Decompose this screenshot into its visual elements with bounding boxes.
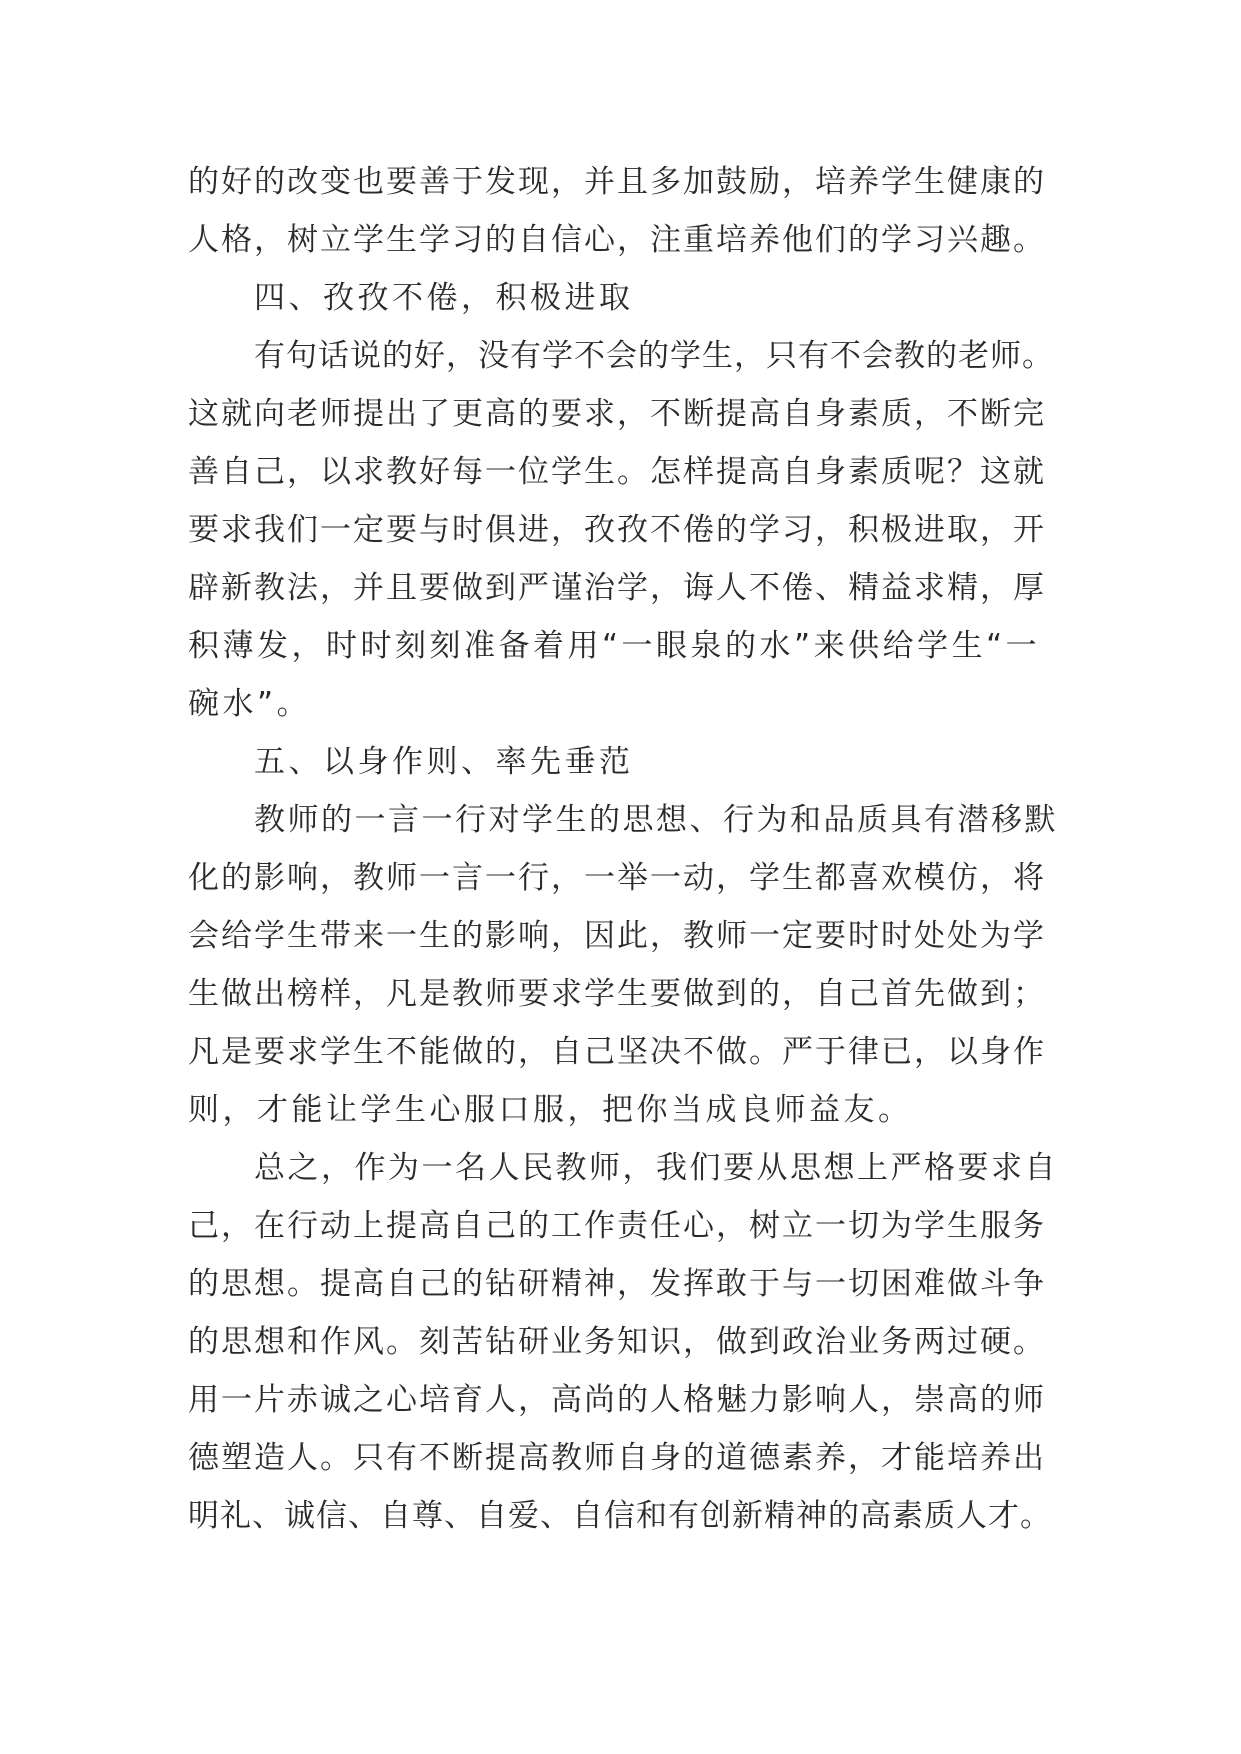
text-line: 的思想。提高自己的钻研精神，发挥敢于与一切困难做斗争	[188, 1266, 1046, 1302]
text-line: 用一片赤诚之心培育人，高尚的人格魅力影响人，崇高的师	[188, 1382, 1046, 1418]
text-line: 这就向老师提出了更高的要求，不断提高自身素质，不断完	[188, 396, 1046, 432]
paragraph-first-line: 教师的一言一行对学生的思想、行为和品质具有潜移默	[254, 802, 1058, 838]
text-line: 则，才能让学生心服口服，把你当成良师益友。	[188, 1092, 913, 1128]
text-line: 德塑造人。只有不断提高教师自身的道德素养，才能培养出	[188, 1440, 1046, 1476]
text-line: 要求我们一定要与时俱进，孜孜不倦的学习，积极进取，开	[188, 512, 1046, 548]
paragraph-first-line: 总之，作为一名人民教师，我们要从思想上严格要求自	[254, 1150, 1058, 1186]
text-line: 化的影响，教师一言一行，一举一动，学生都喜欢模仿，将	[188, 860, 1046, 896]
text-line: 己，在行动上提高自己的工作责任心，树立一切为学生服务	[188, 1208, 1046, 1244]
paragraph-first-line: 有句话说的好，没有学不会的学生，只有不会教的老师。	[254, 338, 1054, 374]
text-line: 生做出榜样，凡是教师要求学生要做到的，自己首先做到；	[188, 976, 1046, 1012]
text-line: 碗水”。	[188, 686, 312, 722]
section-heading: 五、以身作则、率先垂范	[254, 744, 634, 780]
text-line: 人格，树立学生学习的自信心，注重培养他们的学习兴趣。	[188, 222, 1046, 258]
text-line: 的好的改变也要善于发现，并且多加鼓励，培养学生健康的	[188, 164, 1046, 200]
document-body	[188, 153, 1058, 1545]
text-line: 凡是要求学生不能做的，自己坚决不做。严于律已，以身作	[188, 1034, 1046, 1070]
text-line: 明礼、诚信、自尊、自爱、自信和有创新精神的高素质人才。	[188, 1498, 1052, 1534]
text-line: 的思想和作风。刻苦钻研业务知识，做到政治业务两过硬。	[188, 1324, 1046, 1360]
section-heading: 四、孜孜不倦，积极进取	[254, 280, 634, 316]
text-line: 善自己，以求教好每一位学生。怎样提高自身素质呢？这就	[188, 454, 1046, 490]
text-line: 辟新教法，并且要做到严谨治学，诲人不倦、精益求精，厚	[188, 570, 1046, 606]
text-line: 会给学生带来一生的影响，因此，教师一定要时时处处为学	[188, 918, 1046, 954]
text-line: 积薄发，时时刻刻准备着用“一眼泉的水”来供给学生“一	[188, 628, 1041, 664]
